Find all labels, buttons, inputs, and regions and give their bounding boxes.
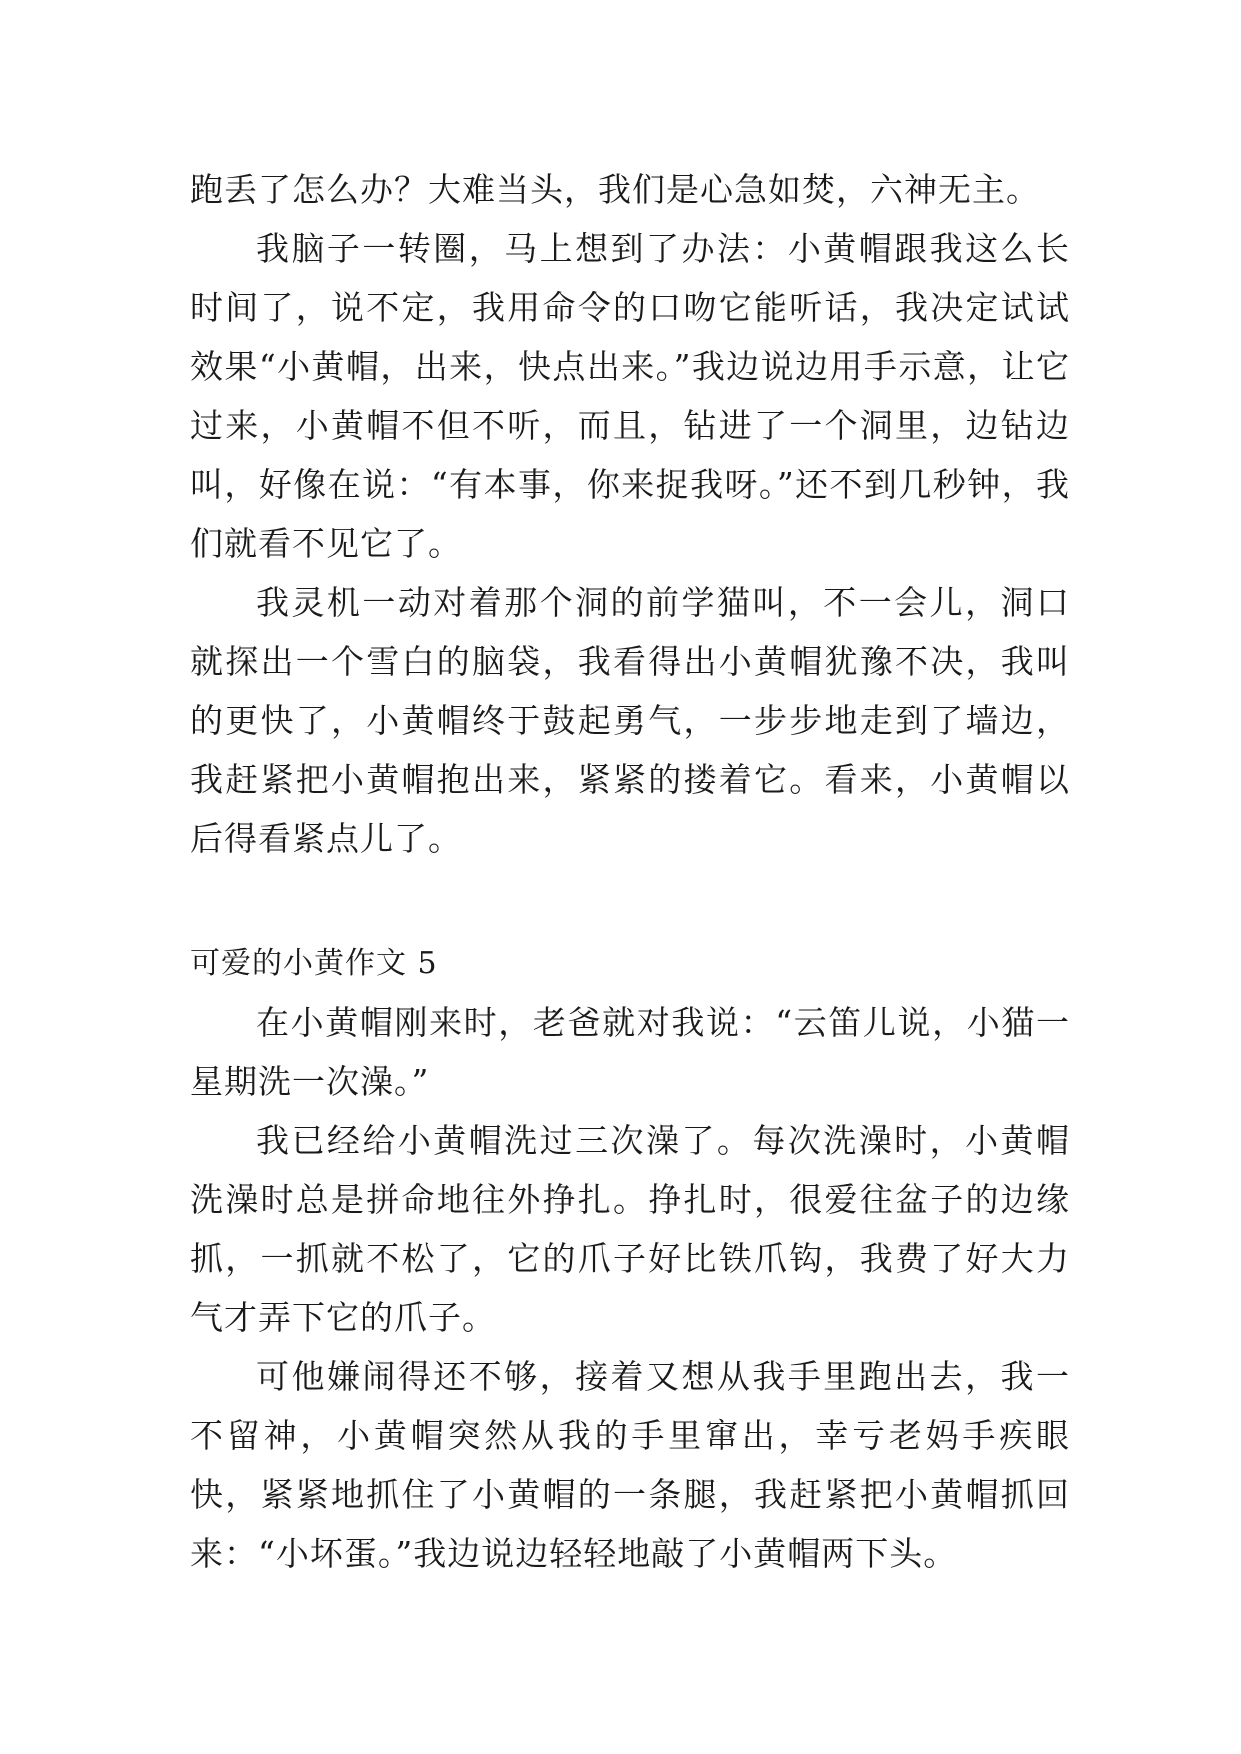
paragraph: 我脑子一转圈，马上想到了办法：小黄帽跟我这么长时间了，说不定，我用命令的口吻它能听话，我决定试试效果“小黄帽，出来，快点出来。”我边说边用手示意，让它过来，小黄帽不但不听，而且，钻进了一个洞里，边钻边叫，好像在说：“有本事，你来捉我呀。”还不到几秒钟，我们就看不见它了。 <box>190 229 1070 563</box>
paragraph: 我已经给小黄帽洗过三次澡了。每次洗澡时，小黄帽洗澡时总是拼命地往外挣扎。挣扎时，很爱往盆子的边缘抓，一抓就不松了，它的爪子好比铁爪钩，我费了好大力气才弄下它的爪子。 <box>190 1121 1070 1337</box>
document-body <box>190 160 1070 1583</box>
paragraph: 我灵机一动对着那个洞的前学猫叫，不一会儿，洞口就探出一个雪白的脑袋，我看得出小黄帽犹豫不决，我叫的更快了，小黄帽终于鼓起勇气，一步步地走到了墙边，我赶紧把小黄帽抱出来，紧紧的搂着它。看来，小黄帽以后得看紧点儿了。 <box>190 583 1070 858</box>
paragraph-continued: 跑丢了怎么办？大难当头，我们是心急如焚，六神无主。 <box>190 170 1040 209</box>
section-title: 可爱的小黄作文 5 <box>190 946 438 981</box>
paragraph: 在小黄帽刚来时，老爸就对我说：“云笛儿说，小猫一星期洗一次澡。” <box>190 1003 1070 1101</box>
paragraph: 可他嫌闹得还不够，接着又想从我手里跑出去，我一不留神，小黄帽突然从我的手里窜出，幸亏老妈手疾眼快，紧紧地抓住了小黄帽的一条腿，我赶紧把小黄帽抓回来：“小坏蛋。”我边说边轻轻地敲了小黄帽两下头。 <box>190 1357 1070 1573</box>
